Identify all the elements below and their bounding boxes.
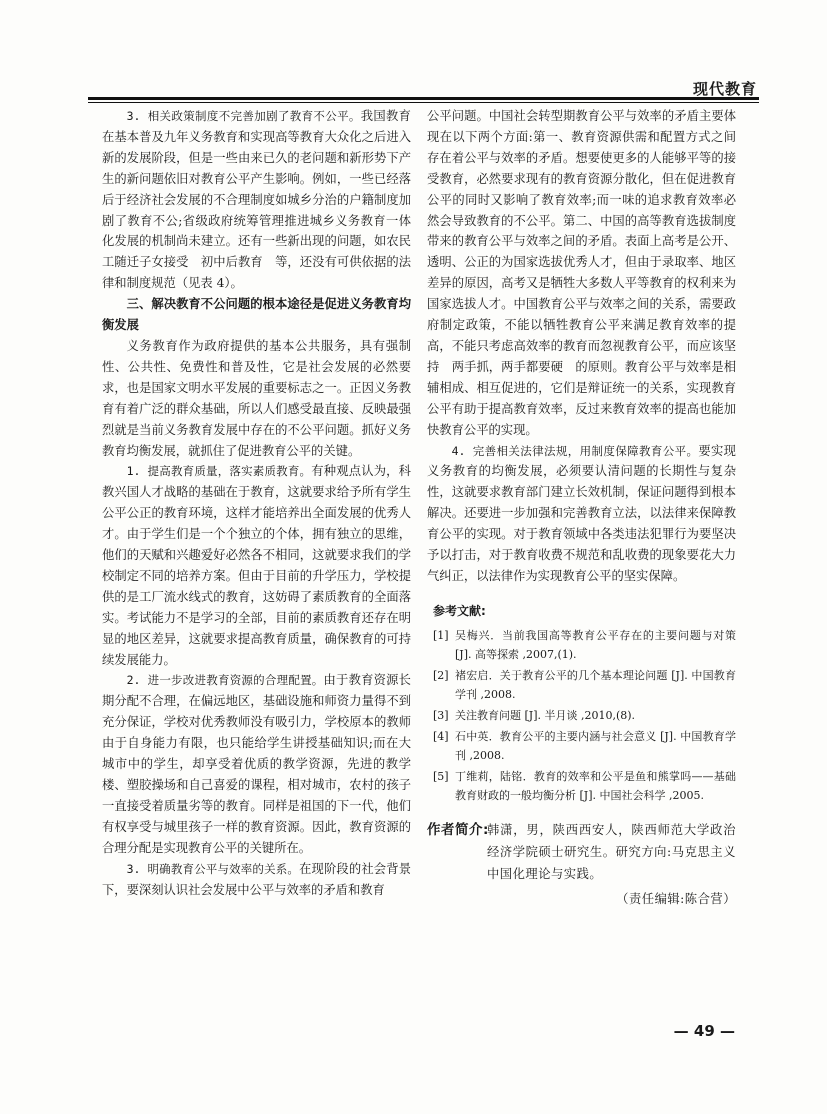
reference-text: 丁维莉，陆铭．教育的效率和公平是鱼和熊掌吗——基础教育财政的一般均衡分析 [J]. 中国社会科学 ,2005. <box>455 769 736 802</box>
reference-text: 关注教育问题 [J]. 半月谈 ,2010,(8). <box>455 708 636 722</box>
journal-title: 现代教育 <box>692 80 757 98</box>
reference-text: 石中英．教育公平的主要内涵与社会意义 [J]. 中国教育学刊 ,2008. <box>455 729 736 762</box>
page-number: — 49 — <box>673 1022 735 1040</box>
reference-item <box>427 666 736 704</box>
paragraph-text: 由于教育资源长期分配不合理，在偏远地区，基础设施和师资力量得不到充分保证，学校对优秀教师没有吸引力，学校原本的教师由于自身能力有限，也只能给学生讲授基础知识;而在大城市中的学生，却享受着优质的教学资源，先进的教学楼、塑胶操场和自己喜爱的课程，相对城市，农村的孩子一直接受着质量劣等的教育。同样是祖国的下一代，他们有权享受与城里孩子一样的教育资源。因此，教育资源的合理分配是实现教育公平的关键所在。 <box>102 673 411 855</box>
reference-number: [4] <box>433 729 449 743</box>
reference-number: [1] <box>433 628 449 642</box>
paragraph-text: 在现阶段的社会背景下，要深刻认识社会发展中公平与效率的矛盾和教育 <box>102 861 411 897</box>
reference-item <box>427 626 736 664</box>
author-bio <box>427 819 736 885</box>
reference-text: 吴梅兴．当前我国高等教育公平存在的主要问题与对策 [J]. 高等探索 ,2007,(1). <box>455 628 736 661</box>
reference-item <box>427 767 736 805</box>
paragraph-lead: 3. 明确教育公平与效率的关系。 <box>126 861 300 876</box>
paragraph <box>102 336 411 461</box>
paragraph <box>102 461 411 670</box>
header-rule <box>88 97 759 100</box>
paragraph <box>102 859 411 901</box>
references-list <box>427 626 736 805</box>
paragraph-lead: 1. 提高教育质量，落实素质教育。 <box>126 464 312 479</box>
reference-number: [3] <box>433 708 449 722</box>
section-heading: 三、解决教育不公问题的根本途径是促进义务教育均衡发展 <box>102 297 411 333</box>
paragraph-lead: 3. 相关政策制度不完善加剧了教育不公平。 <box>126 109 361 123</box>
reference-number: [2] <box>433 668 449 682</box>
paragraph-text: 公平问题。中国社会转型期教育公平与效率的矛盾主要体现在以下两个方面:第一、教育资源供需和配置方式之间存在着公平与效率的矛盾。想要使更多的人能够平等的接受教育，必然要求现有的教育资源分散化，但在促进教育公平的同时又影响了教育效率;而一味的追求教育效率必然会导致教育的不公平。第二、中国的高等教育选拔制度带来的教育公平与效率之间的矛盾。表面上高考是公开、透明、公正的为国家选拔优秀人才，但由于录取率、地区差异的原因，高考又是牺牲大多数人平等教育的权利来为国家选拔人才。中国教育公平与效率之间的关系，需要政府制定政策，不能以牺牲教育公平来满足教育效率的提高，不能只考虑高效率的教育而忽视教育公平，而应该坚持 两手抓，两手都要硬 的原则。教育公平与效率是相辅相成、相互促进的，它们是辩证统一的关系，实现教育公平有助于提高教育效率，反过来教育效率的提高也能加快教育公平的实现。 <box>427 109 736 437</box>
paragraph <box>427 441 736 587</box>
paragraph <box>102 106 411 294</box>
reference-item <box>427 706 736 725</box>
paragraph <box>102 670 411 858</box>
left-column <box>102 106 411 900</box>
author-bio-label: 作者简介: <box>427 821 489 838</box>
paragraph-text: 义务教育作为政府提供的基本公共服务，具有强制性、公共性、免费性和普及性，它是社会发展的必然要求，也是国家文明水平发展的重要标志之一。正因义务教育有着广泛的群众基础，所以人们感受最直接、反映最强烈就是当前义务教育发展中存在的不公平问题。抓好义务教育均衡发展，就抓住了促进教育公平的关键。 <box>102 338 411 458</box>
reference-number: [5] <box>433 769 449 783</box>
paragraph-text: 有种观点认为，科教兴国人才战略的基础在于教育，这就要求给予所有学生公平公正的教育环境，这样才能培养出全面发展的优秀人才。由于学生们是一个个独立的个体，拥有独立的思维，他们的天赋和兴趣爱好必然各不相同，这就要求我们的学校制定不同的培养方案。但由于目前的升学压力，学校提供的是工厂流水线式的教育，这妨碍了素质教育的全面落实。考试能力不是学习的全部，目前的素质教育还存在明显的地区差异，这就要求提高教育质量，确保教育的可持续发展能力。 <box>102 464 411 667</box>
header-rule-thin <box>88 102 759 103</box>
author-bio-text: 韩潇，男，陕西西安人，陕西师范大学政治经济学院硕士研究生。研究方向:马克思主义中国化理论与实践。 <box>487 822 736 881</box>
paragraph-text: 我国教育在基本普及九年义务教育和实现高等教育大众化之后进入新的发展阶段，但是一些由来已久的老问题和新形势下产生的新问题依旧对教育公平产生影响。例如，一些已经落后于经济社会发展的不合理制度如城乡分治的户籍制度加剧了教育不公;省级政府统筹管理推进城乡义务教育一体化发展的机制尚未建立。还有一些新出现的问题，如农民工随迁子女接受 初中后教育 等，还没有可供依据的法律和制度规范（见表 4）。 <box>102 109 411 291</box>
paragraph <box>427 106 736 441</box>
responsible-editor: （责任编辑:陈合营） <box>616 891 736 906</box>
references-title: 参考文献: <box>433 603 486 618</box>
reference-item <box>427 727 736 765</box>
reference-text: 褚宏启．关于教育公平的几个基本理论问题 [J]. 中国教育学刊 ,2008. <box>455 668 736 701</box>
paragraph-lead: 4. 完善相关法律法规，用制度保障教育公平。 <box>451 443 699 458</box>
paragraph-text: 要实现义务教育的均衡发展，必须要认清问题的长期性与复杂性，这就要求教育部门建立长效机制，保证问题得到根本解决。还要进一步加强和完善教育立法，以法律来保障教育公平的实现。对于教育领域中各类违法犯罪行为要坚决予以打击，对于教育收费不规范和乱收费的现象要花大力气纠正，以法律作为实现教育公平的坚实保障。 <box>427 443 736 583</box>
right-column <box>427 106 736 910</box>
paragraph-lead: 2. 进一步改进教育资源的合理配置。 <box>126 673 324 688</box>
